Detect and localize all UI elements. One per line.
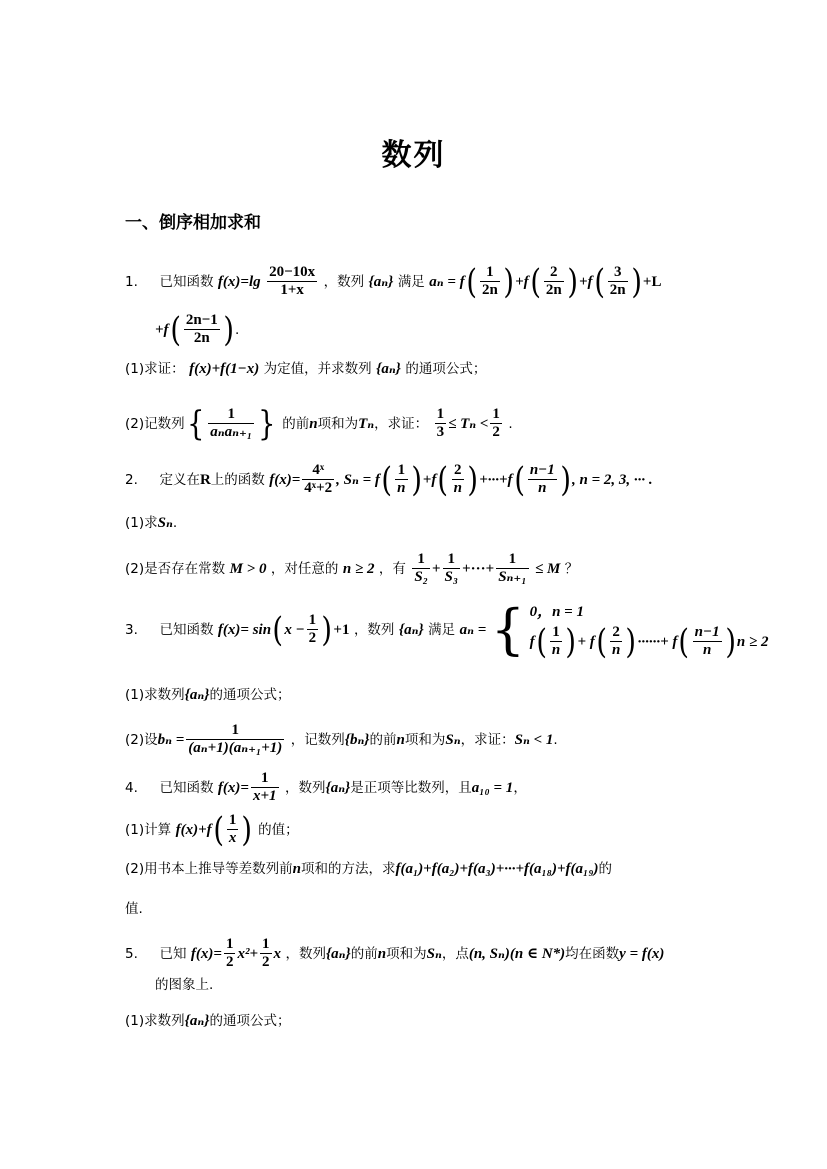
fraction: $\frac{1}{\text{S₃}}$ [444,551,459,586]
fraction: $\frac{1}{n}$ [397,462,406,497]
problem-4-line-1: 4. 已知函数 f(x)= $\frac{1}{x+1}$ ，数列{aₙ}是正项等比数列，且a₁₀ = 1， [125,770,527,805]
fraction: $\frac{1}{2}$ [492,406,500,441]
problem-1-line-2: +f( $\frac{2n-1}{2n}$ ). [155,309,240,350]
fraction: $\frac{1}{n}$ [551,624,561,659]
fraction: $\frac{1}{3}$ [436,406,445,441]
fraction: $\frac{20-10x}{1+x}$ [269,264,316,299]
fraction: $\frac{2}{2n}$ [545,264,562,299]
fraction: $\frac{2}{n}$ [453,462,462,497]
fraction: $\frac{2n-1}{2n}$ [185,312,218,347]
problem-1-question-1: (1)求证： f(x)+f(1−x) 为定值，并求数列 {aₙ} 的通项公式； [125,361,487,377]
problem-5-line-2: 的图象上. [155,977,214,993]
piecewise-cases: 0，n = 1 f( $\frac{1}{n}$ )+ f( $\frac{2}{n}$ )······+ f( $\frac{n-1}{n}$ )n ≥ 2 [529,604,769,662]
problem-1-line-1: 1. 已知函数 f(x)=lg $\frac{20-10x}{1+x}$ ，数列 {aₙ} 满足 aₙ = f( $\frac{1}{2n}$ )+f( $\frac{2}{2n}$ )+f( $\frac{3}{2n}$ )+L [125,261,662,302]
problem-2-line-1: 2. 定义在R上的函数 f(x)= $\frac{\text{4ˣ}}{\text{4ˣ+2}}$ , Sₙ = f( $\frac{1}{n}$ )+f( $\frac{2}{n}$ )+···+f( $\frac{n-1}{n}$ ), n = 2, 3, ··· . [125,459,653,500]
fraction: $\frac{1}{2}$ [308,612,317,647]
fraction: $\frac{1}{x}$ [228,812,237,847]
section-heading: 一、倒序相加求和 [125,213,261,233]
problem-4-question-2: (2)用书本上推导等差数列前n项和的方法，求f(a₁)+f(a₂)+f(a₃)+···+f(a₁₈)+f(a₁₉)的 [125,861,612,877]
problem-4-question-1: (1)计算 f(x)+f( $\frac{1}{x}$ ) 的值； [125,809,299,850]
problem-3-line-1: 3. 已知函数 f(x)= sin(x − $\frac{1}{2}$ )+1 ，数列 {aₙ} 满足 aₙ = { 0，n = 1 f( $\frac{1}{n}$ )+ f( $\frac{2}{n}$ )······+ f( $\frac{n-1}{n}$ )n ≥ 2 [125,597,769,662]
fraction: $\frac{n-1}{n}$ [529,462,555,497]
fraction: $\frac{1}{\text{(aₙ+1)(aₙ₊₁+1)}}$ [188,722,283,757]
fraction: $\frac{1}{2n}$ [481,264,498,299]
fraction: $\frac{1}{\text{aₙaₙ₊₁}}$ [210,406,253,441]
problem-number: 1. [125,273,138,290]
page-title: 数列 [381,138,446,173]
fraction: $\frac{1}{2}$ [262,936,270,971]
problem-4-question-2-cont: 值. [125,901,143,917]
problem-1-question-2: (2)记数列{ $\frac{1}{\text{aₙaₙ₊₁}}$ } 的前n项和为Tₙ，求证： $\frac{1}{3}$ ≤ Tₙ < $\frac{1}{2}$ . [125,403,513,444]
problem-number: 2. [125,471,138,488]
fraction: $\frac{1}{\text{Sₙ₊₁}}$ [498,551,527,586]
fraction: $\frac{1}{x+1}$ [252,770,277,805]
fraction: $\frac{2}{n}$ [612,624,621,659]
problem-number: 4. [125,779,138,796]
problem-2-question-1: (1)求Sₙ. [125,515,178,531]
problem-2-question-2: (2)是否存在常数 M > 0 ，对任意的 n ≥ 2 ，有 $\frac{1}{\text{S₂}}$ + $\frac{1}{\text{S₃}}$ +···+ $\frac{1}{\text{Sₙ₊₁}}$ ≤ M ？ [125,551,579,586]
problem-3-question-2: (2)设bₙ = $\frac{1}{\text{(aₙ+1)(aₙ₊₁+1)}}$ ，记数列{bₙ}的前n项和为Sₙ，求证：Sₙ < 1. [125,722,558,757]
problem-number: 3. [125,621,138,638]
fraction: $\frac{\text{4ˣ}}{\text{4ˣ+2}}$ [304,462,333,497]
fraction: $\frac{1}{\text{S₂}}$ [414,551,428,586]
problem-number: 5. [125,945,138,962]
problem-3-question-1: (1)求数列{aₙ}的通项公式； [125,687,291,703]
problem-5-question-1: (1)求数列{aₙ}的通项公式； [125,1013,291,1029]
problem-5-line-1: 5. 已知 f(x)= $\frac{1}{2}$ x²+ $\frac{1}{2}$ x ，数列{aₙ}的前n项和为Sₙ，点(n, Sₙ)(n ∈ N*)均在函数y = f(x) [125,936,665,971]
fraction: $\frac{1}{2}$ [225,936,234,971]
fraction: $\frac{n-1}{n}$ [694,624,720,659]
fraction: $\frac{3}{2n}$ [609,264,626,299]
